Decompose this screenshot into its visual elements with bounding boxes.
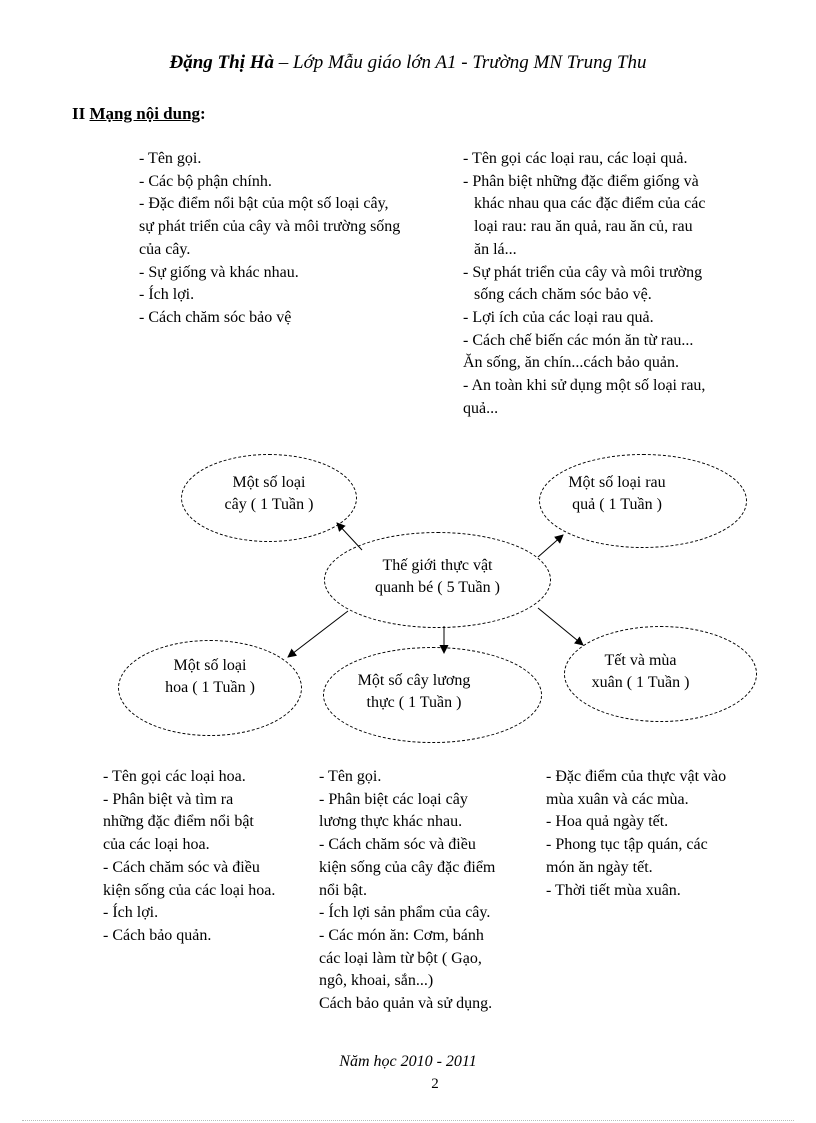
node-line: thực ( 1 Tuần )	[366, 694, 462, 711]
list-item: - Tên gọi các loại rau, các loại quả.	[463, 150, 688, 167]
list-item: loại rau: rau ăn quả, rau ăn củ, rau	[474, 218, 693, 236]
list-item: sự phát triển của cây và môi trường sống	[139, 218, 401, 236]
list-item: ăn lá...	[474, 240, 517, 258]
list-item: quả...	[463, 399, 499, 417]
list-item: nổi bật.	[319, 881, 367, 899]
list-item: - Phân biệt và tìm ra	[103, 790, 234, 808]
list-item: món ăn ngày tết.	[546, 858, 653, 876]
node-line: Một số cây lương	[357, 672, 471, 689]
list-item: kiện sống của các loại hoa.	[103, 881, 276, 899]
list-item: mùa xuân và các mùa.	[546, 790, 689, 808]
section-colon: :	[200, 104, 206, 123]
list-item: Ăn sống, ăn chín...cách bảo quản.	[463, 354, 679, 372]
list-item: - Tên gọi.	[319, 768, 382, 785]
list-item: các loại làm từ bột ( Gạo,	[319, 949, 482, 967]
node-line: Tết và mùa	[604, 652, 677, 669]
list-item: - Tên gọi các loại hoa.	[103, 768, 246, 785]
list-item: - Thời tiết mùa xuân.	[546, 881, 681, 899]
node-line: quanh bé ( 5 Tuần )	[375, 579, 500, 596]
list-item: - Phân biệt các loại cây	[319, 790, 468, 808]
node-line: Một số loại	[232, 474, 306, 491]
list-item: - Cách bảo quản.	[103, 926, 212, 944]
header-dash: –	[274, 52, 294, 73]
list-item: - Cách chăm sóc và điều	[319, 836, 476, 854]
list-item: - Các bộ phận chính.	[139, 172, 272, 190]
list-item: - Ích lợi.	[139, 286, 195, 304]
node-cay-text	[181, 472, 357, 516]
list-item: Cách bảo quản và sử dụng.	[319, 995, 493, 1013]
content-luongthuc-list	[319, 766, 495, 1016]
page-bottom-divider	[22, 1120, 794, 1121]
list-item: - Cách chăm sóc và điều	[103, 858, 260, 876]
node-line: xuân ( 1 Tuần )	[591, 674, 690, 691]
list-item: - Các món ăn: Cơm, bánh	[319, 926, 484, 944]
node-line: cây ( 1 Tuần )	[224, 496, 314, 513]
section-title: Mạng nội dung	[89, 104, 201, 123]
footer-school-year: Năm học 2010 - 2011	[339, 1053, 477, 1070]
list-item: lương thực khác nhau.	[319, 813, 463, 831]
list-item: - Ích lợi sản phẩm của cây.	[319, 904, 491, 922]
node-hoa-text	[118, 655, 302, 699]
content-hoa-list	[103, 766, 275, 948]
list-item: - Sự phát triển của cây và môi trường	[463, 263, 703, 281]
node-line: quả ( 1 Tuần )	[572, 496, 662, 513]
list-item: - Cách chế biến các món ăn từ rau...	[463, 331, 694, 349]
list-item: sống cách chăm sóc bảo vệ.	[474, 286, 652, 304]
list-item: - Phân biệt những đặc điểm giống và	[463, 172, 699, 190]
list-item: - Tên gọi.	[139, 150, 202, 167]
node-rau-text	[539, 472, 695, 516]
content-tet-list	[546, 766, 726, 902]
header-class-school: Lớp Mẫu giáo lớn A1 - Trường MN Trung Thu	[293, 52, 647, 73]
list-item: - Ích lợi.	[103, 904, 159, 922]
list-item: của cây.	[139, 240, 191, 258]
list-item: khác nhau qua các đặc điểm của các	[474, 195, 706, 213]
node-tet-text	[564, 650, 717, 694]
list-item: - Phong tục tập quán, các	[546, 836, 708, 854]
page-number: 2	[431, 1076, 439, 1092]
node-luongthuc-text	[323, 670, 505, 714]
list-item: những đặc điểm nổi bật	[103, 813, 254, 831]
section-number: II	[72, 104, 90, 123]
list-item: - Lợi ích của các loại rau quả.	[463, 308, 654, 326]
list-item: - Đặc điểm của thực vật vào	[546, 768, 727, 785]
list-item: - Cách chăm sóc bảo vệ	[139, 308, 292, 326]
arrow-to-hoa	[288, 611, 348, 657]
author-name: Đặng Thị Hà	[169, 52, 275, 73]
arrow-to-tet	[538, 608, 583, 645]
list-item: - An toàn khi sử dụng một số loại rau,	[463, 377, 706, 395]
list-item: kiện sống của cây đặc điểm	[319, 858, 496, 876]
node-line: hoa ( 1 Tuần )	[165, 679, 255, 696]
list-item: ngô, khoai, sắn...)	[319, 972, 434, 990]
node-line: Thế giới thực vật	[382, 557, 493, 574]
list-item: - Hoa quả ngày tết.	[546, 813, 669, 831]
arrow-to-rau	[538, 535, 563, 557]
list-item: - Sự giống và khác nhau.	[139, 263, 299, 281]
node-line: Một số loại rau	[568, 474, 666, 491]
node-line: Một số loại	[173, 657, 247, 674]
list-item: của các loại hoa.	[103, 836, 210, 854]
list-item: - Đặc điểm nổi bật của một số loại cây,	[139, 195, 389, 213]
node-center-text	[324, 555, 551, 599]
